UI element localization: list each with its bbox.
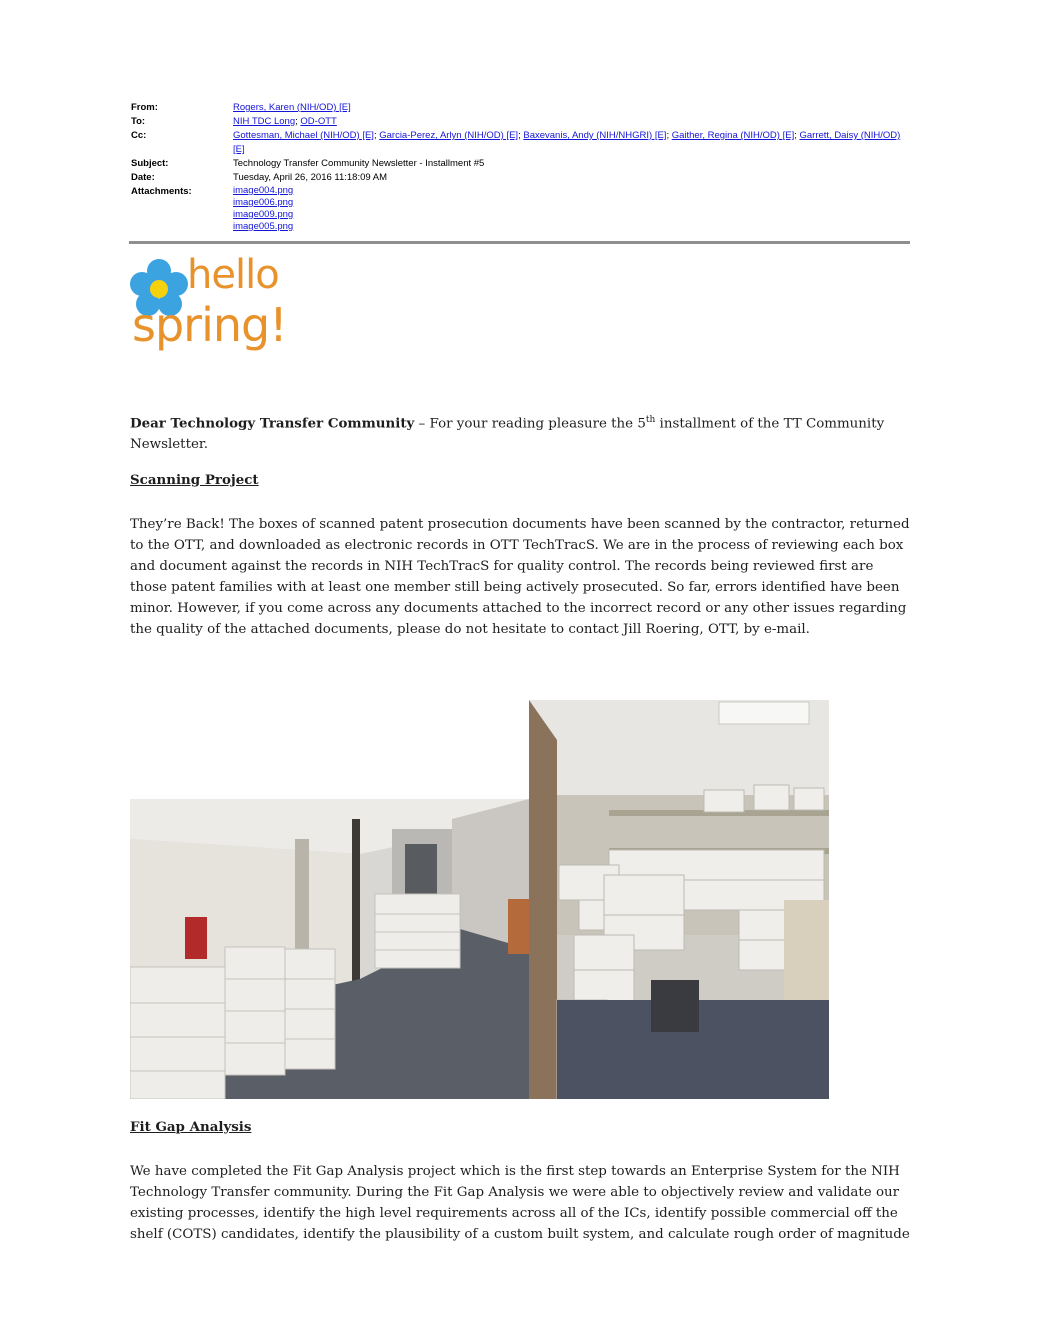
hello-spring-logo (128, 252, 333, 368)
scanning-body: They’re Back! The boxes of scanned patent prosecution documents have been scanned by the contractor, returned to the OTT, and downloaded as electronic records in OTT TechTracS. We are in the process of reviewing each box and document against the records in NIH TechTracS for quality control. The records being reviewed first are those patent families with at least one member still being actively prosecuted. So far, errors identified have been minor. However, if you come across any documents attached to the incorrect record or any other issues regarding the quality of the attached documents, please do not hesitate to contact Jill Roering, OTT, by e-mail. (130, 517, 910, 637)
attachment-link[interactable]: image006.png (233, 197, 294, 208)
attachment-list (233, 185, 911, 233)
from-link[interactable]: Rogers, Karen (NIH/OD) [E] (233, 102, 351, 113)
fitgap-heading: Fit Gap Analysis (130, 1119, 252, 1135)
intro-text: – For your reading pleasure the 5 (414, 416, 646, 432)
attachment-link[interactable]: image004.png (233, 185, 294, 196)
date-label: Date: (131, 172, 155, 183)
to-link[interactable]: OD-OTT (300, 116, 337, 127)
cc-link[interactable]: Baxevanis, Andy (NIH/NHGRI) [E] (523, 130, 667, 141)
logo-hello-text: hello (187, 252, 279, 298)
cc-link[interactable]: Garrett, Daisy (NIH/OD) [E] (233, 130, 901, 155)
salutation: Dear Technology Transfer Community (130, 415, 415, 432)
cc-row: Cc: Gottesman, Michael (NIH/OD) [E]; Garcia-Perez, Arlyn (NIH/OD) [E]; Baxevanis, Andy (NIH/NHGRI) [E]; Gaither, Regina (NIH/OD) [E]; Garrett, Daisy (NIH/OD) [E] (131, 130, 901, 155)
attachments-label: Attachments: (131, 186, 192, 197)
header-divider (129, 241, 910, 244)
office-boxes-photo (529, 700, 829, 1099)
from-label: From: (131, 102, 158, 113)
to-link[interactable]: NIH TDC Long (233, 116, 296, 127)
hallway-boxes-photo (130, 799, 529, 1099)
cc-link[interactable]: Gaither, Regina (NIH/OD) [E] (671, 130, 795, 141)
cc-label: Cc: (131, 130, 147, 141)
subject-label: Subject: (131, 158, 169, 169)
intro-paragraph (130, 410, 910, 455)
intro-text: installment of the TT Community Newsletter. (130, 416, 885, 453)
from-row (131, 101, 911, 115)
email-header (131, 101, 911, 233)
subject-value: Technology Transfer Community Newsletter - Installment #5 (233, 158, 485, 169)
subject-row (131, 157, 911, 171)
fitgap-body: We have completed the Fit Gap Analysis project which is the first step towards an Enterprise System for the NIH Technology Transfer community. During the Fit Gap Analysis we were able to objectively review and validate our existing processes, identify the high level requirements across all of the ICs, identify possible commercial off the shelf (COTS) candidates, identify the plausibility of a custom built system, and calculate rough order of magnitude (130, 1164, 910, 1242)
date-value: Tuesday, April 26, 2016 11:18:09 AM (233, 172, 388, 183)
attachment-link[interactable]: image005.png (233, 221, 294, 232)
attachments-row (131, 185, 911, 233)
scanning-heading: Scanning Project (130, 472, 259, 488)
logo-spring-text: spring! (132, 298, 287, 352)
attachment-link[interactable]: image009.png (233, 209, 294, 220)
to-label: To: (131, 116, 146, 127)
cc-link[interactable]: Garcia-Perez, Arlyn (NIH/OD) [E] (379, 130, 519, 141)
intro-superscript: th (645, 415, 656, 425)
cc-link[interactable]: Gottesman, Michael (NIH/OD) [E] (233, 130, 374, 141)
date-row (131, 171, 911, 185)
to-row: To: NIH TDC Long; OD-OTT (131, 116, 337, 127)
